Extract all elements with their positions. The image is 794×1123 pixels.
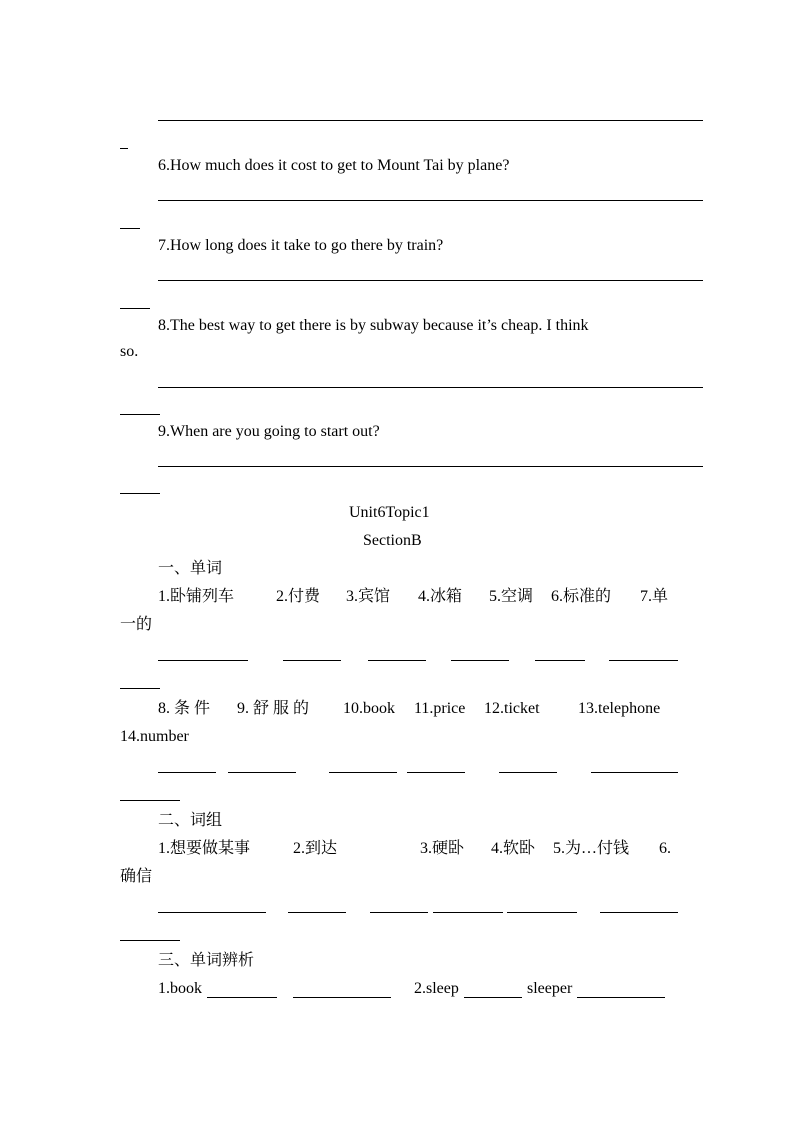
answer-line[interactable]	[158, 120, 703, 121]
question-9: 9.When are you going to start out?	[158, 423, 380, 440]
blank-line[interactable]	[368, 660, 426, 661]
unit-title: Unit6Topic1	[349, 504, 430, 521]
blank-line[interactable]	[499, 772, 557, 773]
blank-line[interactable]	[207, 997, 277, 998]
blank-line[interactable]	[600, 912, 678, 913]
word-7: 7.单	[640, 588, 669, 605]
blank-line[interactable]	[370, 912, 428, 913]
question-8: 8.The best way to get there is by subway because it’s cheap. I think	[158, 317, 589, 334]
section-title: SectionB	[363, 532, 422, 549]
answer-line-tail	[120, 228, 140, 229]
blank-line-tail	[120, 940, 180, 941]
distinguish-2: 2.sleep	[414, 980, 459, 997]
phrase-1: 1.想要做某事	[158, 840, 251, 857]
blank-line[interactable]	[535, 660, 585, 661]
blank-line[interactable]	[609, 660, 678, 661]
answer-line[interactable]	[158, 466, 703, 467]
blank-line[interactable]	[507, 912, 577, 913]
blank-line[interactable]	[591, 772, 678, 773]
distinguish-1: 1.book	[158, 980, 202, 997]
phrase-5: 5.为…付钱	[553, 840, 630, 857]
word-5: 5.空调	[489, 588, 534, 605]
blank-line[interactable]	[228, 772, 296, 773]
word-13: 13.telephone	[578, 700, 661, 717]
word-8: 8. 条 件	[158, 700, 211, 717]
blank-line[interactable]	[451, 660, 509, 661]
phrase-2: 2.到达	[293, 840, 338, 857]
word-14: 14.number	[120, 728, 189, 745]
phrase-6-cont: 确信	[120, 868, 153, 885]
word-3: 3.宾馆	[346, 588, 391, 605]
blank-line[interactable]	[329, 772, 397, 773]
answer-line-tail	[120, 148, 128, 149]
answer-line-tail	[120, 414, 160, 415]
blank-line-tail	[120, 800, 180, 801]
word-12: 12.ticket	[484, 700, 540, 717]
word-7-cont: 一的	[120, 616, 153, 633]
phrase-4: 4.软卧	[491, 840, 536, 857]
blank-line[interactable]	[288, 912, 346, 913]
blank-line[interactable]	[283, 660, 341, 661]
answer-line[interactable]	[158, 280, 703, 281]
question-8-cont: so.	[120, 343, 139, 360]
word-2: 2.付费	[276, 588, 321, 605]
blank-line[interactable]	[577, 997, 665, 998]
blank-line[interactable]	[158, 912, 266, 913]
answer-line-tail	[120, 493, 160, 494]
word-11: 11.price	[414, 700, 466, 717]
word-1: 1.卧铺列车	[158, 588, 235, 605]
blank-line[interactable]	[293, 997, 391, 998]
distinguish-3: sleeper	[527, 980, 573, 997]
blank-line[interactable]	[464, 997, 522, 998]
question-7: 7.How long does it take to go there by train?	[158, 237, 444, 254]
phrase-6: 6.	[659, 840, 671, 857]
answer-line[interactable]	[158, 200, 703, 201]
question-6: 6.How much does it cost to get to Mount Tai by plane?	[158, 157, 510, 174]
blank-line[interactable]	[158, 772, 216, 773]
part3-heading: 三、单词辨析	[158, 952, 255, 969]
part2-heading: 二、词组	[158, 812, 223, 829]
blank-line[interactable]	[407, 772, 465, 773]
blank-line[interactable]	[433, 912, 503, 913]
phrase-3: 3.硬卧	[420, 840, 465, 857]
word-6: 6.标准的	[551, 588, 612, 605]
word-4: 4.冰箱	[418, 588, 463, 605]
part1-heading: 一、单词	[158, 560, 223, 577]
answer-line-tail	[120, 308, 150, 309]
blank-line[interactable]	[158, 660, 248, 661]
answer-line[interactable]	[158, 387, 703, 388]
word-10: 10.book	[343, 700, 395, 717]
word-9: 9. 舒 服 的	[237, 700, 310, 717]
blank-line-tail	[120, 688, 160, 689]
